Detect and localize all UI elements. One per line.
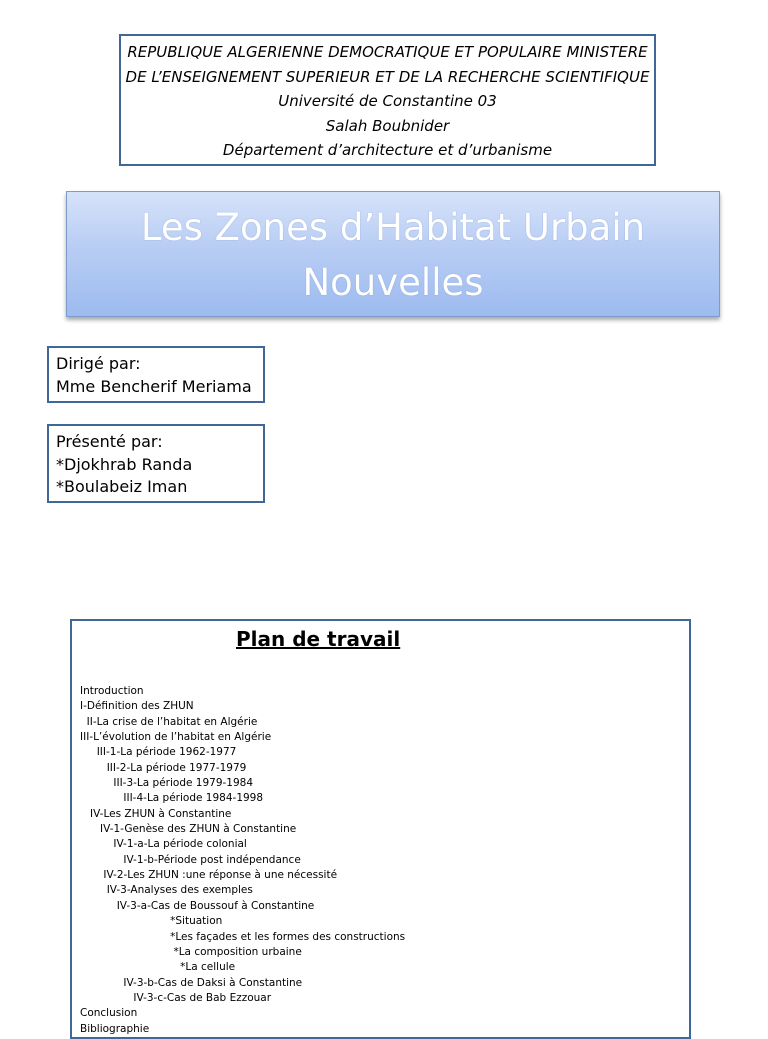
title-line: Les Zones d’Habitat Urbain [140, 206, 646, 249]
plan-item: IV-3-a-Cas de Boussouf à Constantine [80, 899, 315, 912]
supervisor-box [47, 346, 265, 403]
plan-list [80, 684, 405, 1037]
plan-item: III-3-La période 1979-1984 [80, 777, 254, 790]
plan-item: IV-3-c-Cas de Bab Ezzouar [80, 991, 272, 1004]
plan-item: IV-3-Analyses des exemples [80, 884, 253, 897]
header-line: REPUBLIQUE ALGERIENNE DEMOCRATIQUE ET POPULAIRE MINISTERE [127, 43, 648, 61]
presenter-name: *Djokhrab Randa [56, 454, 193, 474]
supervisor-name: Mme Bencherif Meriama [56, 376, 252, 396]
plan-item: III-4-La période 1984-1998 [80, 792, 264, 805]
plan-item: III-1-La période 1962-1977 [80, 746, 237, 759]
plan-item: IV-3-b-Cas de Daksi à Constantine [80, 976, 303, 989]
header-line: DE L’ENSEIGNEMENT SUPERIEUR ET DE LA RECHERCHE SCIENTIFIQUE [125, 67, 650, 86]
title-line: Nouvelles [302, 261, 484, 304]
document-title [66, 191, 720, 317]
plan-item: IV-1-a-La période colonial [80, 838, 247, 851]
header-line: Université de Constantine 03 [278, 92, 497, 110]
plan-item: IV-Les ZHUN à Constantine [80, 807, 232, 820]
plan-item: IV-1-b-Période post indépendance [80, 853, 301, 866]
plan-item: II-La crise de l’habitat en Algérie [80, 715, 258, 728]
plan-item: *Situation [80, 915, 223, 928]
plan-item: IV-1-Genèse des ZHUN à Constantine [80, 823, 297, 836]
institution-header [119, 34, 656, 166]
plan-item: *Les façades et les formes des constructions [80, 930, 406, 943]
plan-title: Plan de travail [236, 627, 401, 651]
plan-item: IV-2-Les ZHUN :une réponse à une nécessité [80, 869, 338, 882]
plan-item: Bibliographie [80, 1022, 150, 1035]
plan-item: I-Définition des ZHUN [80, 700, 194, 713]
header-line: Salah Boubnider [325, 116, 450, 135]
presenter-name: *Boulabeiz Iman [56, 477, 188, 496]
presenters-label: Présenté par: [56, 432, 163, 451]
plan-item: Conclusion [80, 1007, 138, 1020]
plan-item: III-2-La période 1977-1979 [80, 761, 247, 774]
header-line: Département d’architecture et d’urbanisme [222, 141, 553, 159]
plan-item: III-L’évolution de l’habitat en Algérie [80, 731, 272, 744]
work-plan-box [70, 619, 691, 1039]
plan-item: *La cellule [80, 961, 236, 974]
supervisor-label: Dirigé par: [56, 354, 141, 373]
plan-item: Introduction [80, 685, 144, 697]
presenters-box [47, 424, 265, 503]
plan-item: *La composition urbaine [80, 945, 302, 958]
